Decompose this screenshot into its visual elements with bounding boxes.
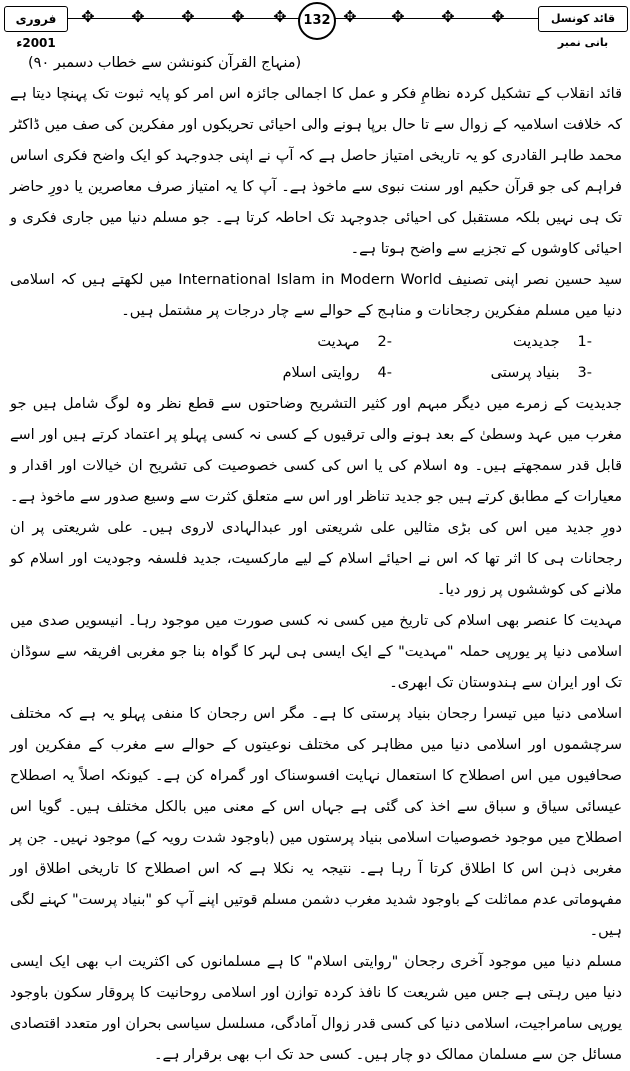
list-item: -3بنیاد پرستی xyxy=(490,365,592,381)
paragraph-6: مسلم دنیا میں موجود آخری رجحان "روایتی اسلام" کا ہے مسلمانوں کی اکثریت اب بھی ایک ایسی دنیا میں رہتی ہے جس میں شریعت کا نافذ کردہ توازن اور اسلامی روحانیت کا پروقار سکون باوجود یورپی سامراجیت، اسلامی دنیا کی کسی قدر زوال آمادگی، مسلسل سیاسی بحران اور متعدد اقتصادی مسائل جن سے مسلمان ممالک دو چار ہیں۔ کسی حد تک اب بھی برقرار ہے۔ xyxy=(10,954,622,1063)
ornament-icon: ✥ xyxy=(491,7,505,26)
ornament-icon: ✥ xyxy=(391,7,405,26)
quote-citation: (منہاج القرآن کنونشن سے خطاب دسمبر ۹۰) xyxy=(28,55,302,71)
ornament-icon: ✥ xyxy=(273,7,287,26)
ornament-icon: ✥ xyxy=(81,7,95,26)
paragraph-2: سید حسین نصر اپنی تصنیف International Islam in Modern World میں لکھتے ہیں کہ اسلامی دنیا میں مسلم مفکرین رجحانات و مناہج کے حوالے سے چار درجات پر مشتمل ہیں۔ xyxy=(10,272,623,319)
ornament-icon: ✥ xyxy=(131,7,145,26)
ornament-icon: ✥ xyxy=(181,7,195,26)
ornament-icon: ✥ xyxy=(343,7,357,26)
page-header xyxy=(0,0,630,50)
page-number: 132 xyxy=(298,2,336,40)
paragraph-5: اسلامی دنیا میں تیسرا رجحان بنیاد پرستی کا ہے۔ مگر اس رجحان کا منفی پہلو یہ ہے کہ مختلف سرچشموں اور اسلامی دنیا میں مظاہر کی مختلف نوعیتوں کے حوالے سے مغرب کے مفکرین اور صحافیوں میں اس اصطلاح کا استعمال نہایت افسوسناک اور گمراہ کن ہے۔ کیونکہ اصلاً یہ اصطلاح عیسائی سیاق و سباق سے اخذ کی گئی ہے جہاں اس کے معنی میں بالکل مختلف ہیں۔ گویا اس اصطلاح میں موجود خصوصیات اسلامی بنیاد پرستوں میں (باوجود شدت رویہ کے) موجود نہیں۔ جن پر مغربی ذہن اس کا اطلاق کرتا آ رہا ہے۔ نتیجہ یہ نکلا ہے کہ اس اصطلاح کا تاریخی اطلاق اور مفہوماتی عدم مماثلت کے باوجود شدید مغرب دشمن مسلم قوتیں اپنے آپ کو "بنیاد پرست" کہنے لگی ہیں۔ xyxy=(10,706,622,939)
list-item: -2مہدیت xyxy=(317,334,392,350)
article-body xyxy=(10,48,622,1071)
ornament-icon: ✥ xyxy=(231,7,245,26)
list-item: -4روایتی اسلام xyxy=(282,365,392,381)
magazine-title: قائد کونسل بانی نمبر xyxy=(538,6,628,32)
paragraph-4: مہدیت کا عنصر بھی اسلام کی تاریخ میں کسی نہ کسی صورت میں موجود رہا۔ انیسویں صدی میں اسلامی دنیا پر یورپی حملہ "مہدیت" کے ایک ایسی ہی لہر کا گواہ بنا جو مغربی افریقہ سے سوڈان تک اور ایران سے ہندوستان تک ابھری۔ xyxy=(10,613,622,691)
list-item: -1جدیدیت xyxy=(513,334,592,350)
paragraph-1: قائد انقلاب کے تشکیل کردہ نظامِ فکر و عمل کا اجمالی جائزہ اس امر کو پایہ ثبوت تک پہنچا دیتا ہے کہ خلافت اسلامیہ کے زوال سے تا حال برپا ہونے والی احیائی تحریکوں اور مفکرین کی صف میں ڈاکٹر محمد طاہر القادری کو یہ تاریخی امتیاز حاصل ہے کہ آپ نے اپنی جدوجہد کو ایک واضح فکری اساس فراہم کی جو قرآن حکیم اور سنت نبوی سے ماخوذ ہے۔ آپ کا یہ امتیاز صرف معاصرین یا دورِ حاضر تک ہی نہیں بلکہ مستقبل کی احیائی جدوجہد تک احاطہ کرتا ہے۔ جو مسلم دنیا میں جاری فکری و احیائی کاوشوں کے تجزیے سے واضح ہوتا ہے۔ xyxy=(10,86,622,257)
paragraph-3: جدیدیت کے زمرے میں دیگر مبہم اور کثیر التشریح وضاحتوں سے قطع نظر وہ لوگ شامل ہیں جو مغرب میں عہد وسطیٰ کے بعد ہونے والی ترقیوں کے کسی نہ کسی پہلو پر اعتماد کرتے ہیں اور اسے قابل قدر سمجھتے ہیں۔ وہ اسلام کی یا اس کی کسی خصوصیت کی تشریح ان خیالات اور اقدار و معیارات کے مطابق کرتے ہیں جو جدید تناظر اور اس سے متعلق کثرت سے وسیع صدور سے ماخوذ ہے۔ دورِ جدید میں اس کی بڑی مثالیں علی شریعتی اور عبدالہادی لاروی ہیں۔ علی شریعتی پر ان رجحانات ہی کا اثر تھا کہ اس نے احیائے اسلام کے لیے مارکسیت، جدید فلسفہ وجودیت اور اسلام کو ملانے کی کوششوں پر زور دیا۔ xyxy=(10,396,622,598)
issue-label: فروری 2001ء xyxy=(4,6,68,32)
ornament-icon: ✥ xyxy=(441,7,455,26)
trends-list xyxy=(10,327,622,389)
